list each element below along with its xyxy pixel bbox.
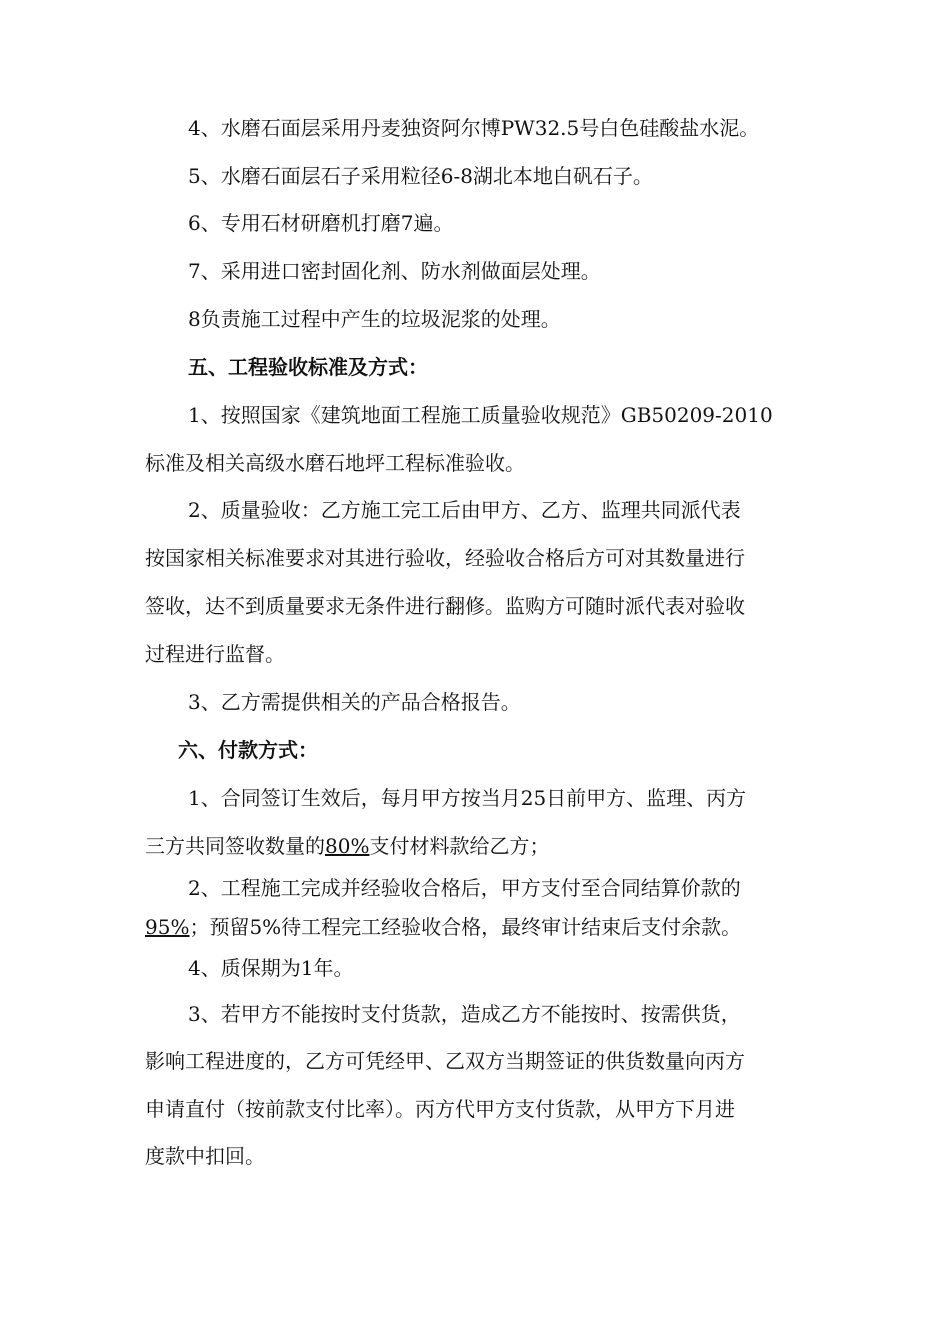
- text-segment: ；预留5%待工程完工经验收合格，最终审计结束后支付余款。: [189, 915, 742, 939]
- text-line: 3、乙方需提供相关的产品合格报告。: [188, 690, 521, 714]
- text-line-mixed: [145, 836, 549, 856]
- text-line: 影响工程进度的，乙方可凭经甲、乙双方当期签证的供货数量向丙方: [145, 1049, 745, 1073]
- text-line: 2、质量验收：乙方施工完工后由甲方、乙方、监理共同派代表: [188, 498, 741, 522]
- text-line: 度款中扣回。: [145, 1144, 265, 1168]
- text-line: 1、合同签订生效后，每月甲方按当月25日前甲方、监理、丙方: [188, 786, 747, 810]
- underlined-percentage: 80%: [325, 834, 370, 858]
- text-line: 申请直付（按前款支付比率）。丙方代甲方支付货款，从甲方下月进: [145, 1097, 735, 1121]
- text-line: 标准及相关高级水磨石地坪工程标准验收。: [145, 451, 525, 475]
- section-heading: 五、工程验收标准及方式：: [188, 355, 428, 379]
- text-line: 4、水磨石面层采用丹麦独资阿尔博PW32.5号白色硅酸盐水泥。: [188, 116, 760, 140]
- text-line: 4、质保期为1年。: [188, 956, 354, 980]
- text-line: 2、工程施工完成并经验收合格后，甲方支付至合同结算价款的: [188, 876, 741, 900]
- text-line: 3、若甲方不能按时支付货款，造成乙方不能按时、按需供货，: [188, 1002, 741, 1026]
- text-segment: 三方共同签收数量的: [145, 834, 325, 858]
- section-heading: 六、付款方式：: [178, 738, 318, 762]
- text-line: 签收，达不到质量要求无条件进行翻修。监购方可随时派代表对验收: [145, 594, 745, 618]
- text-line: 过程进行监督。: [145, 642, 285, 666]
- text-line: 按国家相关标准要求对其进行验收，经验收合格后方可对其数量进行: [145, 546, 745, 570]
- underlined-percentage: 95%: [145, 915, 190, 939]
- text-line: 7、采用进口密封固化剂、防水剂做面层处理。: [188, 259, 601, 283]
- text-line: 5、水磨石面层石子采用粒径6-8湖北本地白矾石子。: [188, 164, 653, 188]
- text-segment: 支付材料款给乙方；: [369, 834, 550, 858]
- text-line: 1、按照国家《建筑地面工程施工质量验收规范》GB50209-2010: [188, 403, 773, 427]
- text-line: 6、专用石材研磨机打磨7遍。: [188, 211, 454, 235]
- text-line-mixed: [145, 917, 741, 937]
- text-line: 8负责施工过程中产生的垃圾泥浆的处理。: [188, 307, 561, 331]
